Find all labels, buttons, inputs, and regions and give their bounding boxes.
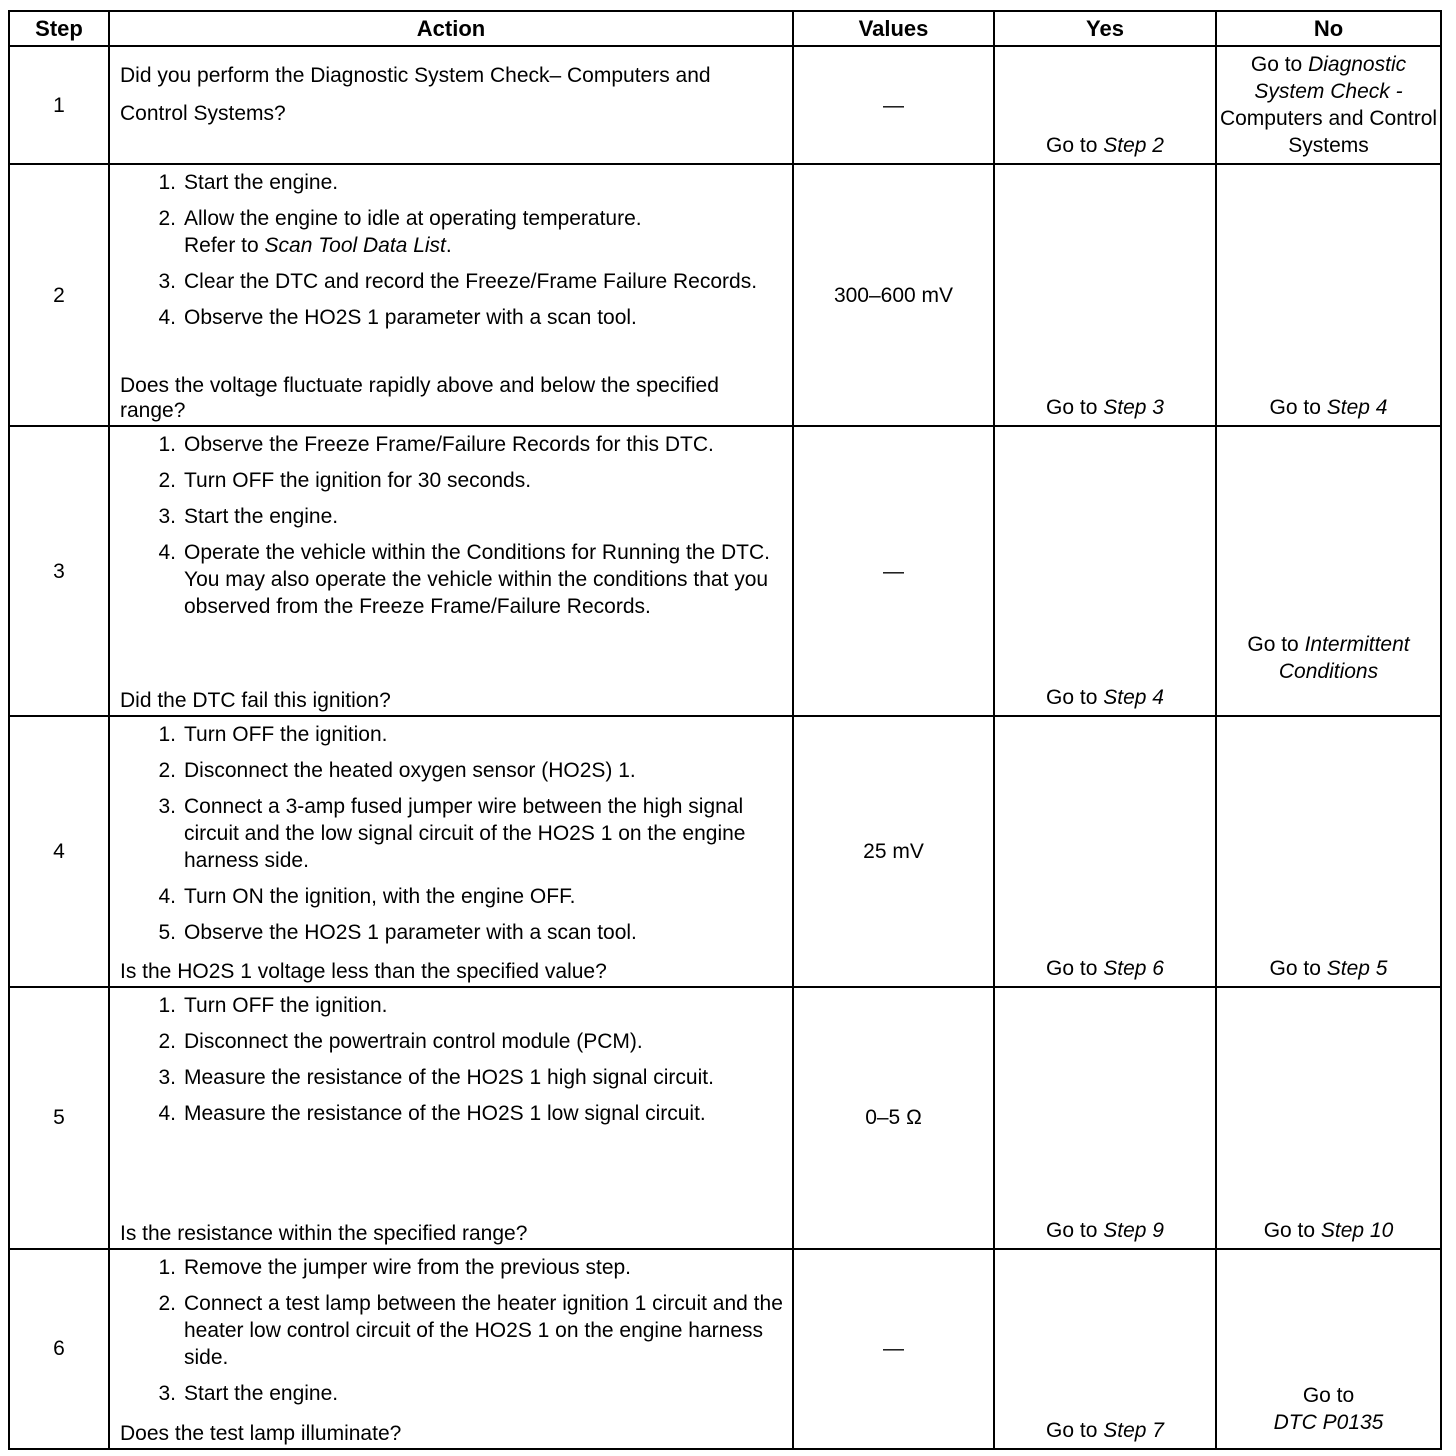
no-prefix: Go to <box>1269 956 1327 980</box>
header-yes: Yes <box>994 11 1216 46</box>
action-steps <box>120 1254 784 1416</box>
yes-prefix: Go to <box>1046 1419 1104 1442</box>
table-row <box>9 987 1441 1249</box>
value-cell: 25 mV <box>793 716 994 986</box>
list-item: 2. Connect a test lamp between the heater ignition 1 circuit and the heater low control circuit of the HO2S 1 on the engine harness side. <box>158 1291 783 1369</box>
list-item: 5. Observe the HO2S 1 parameter with a scan tool. <box>158 921 637 945</box>
list-item: 3. Measure the resistance of the HO2S 1 high signal circuit. <box>158 1065 714 1089</box>
yes-cell[interactable] <box>994 46 1216 164</box>
list-item: 1. Start the engine. <box>158 171 339 195</box>
no-link[interactable]: Step 10 <box>1320 1218 1394 1242</box>
table-row <box>9 46 1441 164</box>
action-steps <box>120 169 784 340</box>
question-text: Does the voltage fluctuate rapidly above and below the specified range? <box>120 374 719 423</box>
no-prefix: Go to <box>1302 1384 1355 1407</box>
action-cell <box>109 716 793 986</box>
yes-link[interactable]: Step 7 <box>1103 1419 1164 1442</box>
list-item: 3. Start the engine. <box>158 505 339 529</box>
action-steps <box>120 721 784 955</box>
no-link[interactable]: Step 4 <box>1326 396 1388 420</box>
question-text: Does the test lamp illuminate? <box>120 1422 402 1445</box>
no-cell[interactable] <box>1216 716 1441 986</box>
list-item: 4. Turn ON the ignition, with the engine OFF. <box>158 885 576 909</box>
action-cell <box>109 1249 793 1449</box>
header-values: Values <box>793 11 994 46</box>
table-row <box>9 164 1441 426</box>
yes-link[interactable]: Step 6 <box>1103 956 1164 980</box>
step-number: 5 <box>9 987 109 1249</box>
value-cell: 300–600 mV <box>793 164 994 426</box>
list-item: 4. Observe the HO2S 1 parameter with a scan tool. <box>158 306 637 330</box>
list-item: 3. Connect a 3-amp fused jumper wire between the high signal circuit and the low signal circuit of the HO2S 1 on the engine harness side. <box>158 795 746 873</box>
list-item: 1. Remove the jumper wire from the previous step. <box>158 1255 632 1279</box>
no-link[interactable]: Step 5 <box>1326 956 1388 980</box>
yes-prefix: Go to <box>1046 134 1104 158</box>
action-steps <box>120 431 784 629</box>
list-item: 4. Operate the vehicle within the Conditions for Running the DTC. You may also operate the vehicle within the conditions that you observed from the Freeze Frame/Failure Records. <box>158 541 770 619</box>
yes-cell[interactable] <box>994 164 1216 426</box>
no-cell[interactable] <box>1216 426 1441 716</box>
step-number: 6 <box>9 1249 109 1449</box>
question-text: Is the resistance within the specified range? <box>120 1221 528 1245</box>
action-steps <box>120 992 784 1136</box>
question-text: Did the DTC fail this ignition? <box>120 689 391 713</box>
action-cell <box>109 426 793 716</box>
header-no: No <box>1216 11 1441 46</box>
value-cell: — <box>793 1249 994 1449</box>
no-prefix: Go to <box>1247 633 1305 657</box>
yes-link[interactable]: Step 2 <box>1103 134 1164 158</box>
step-number: 1 <box>9 46 109 164</box>
diagnostic-table <box>8 10 1442 1450</box>
table-row <box>9 1249 1441 1449</box>
yes-link[interactable]: Step 9 <box>1103 1218 1164 1242</box>
value-cell: — <box>793 426 994 716</box>
list-item: 1. Observe the Freeze Frame/Failure Records for this DTC. <box>158 433 714 457</box>
list-item: 2. Turn OFF the ignition for 30 seconds. <box>158 469 532 493</box>
header-row <box>9 11 1441 46</box>
no-cell[interactable] <box>1216 987 1441 1249</box>
value-cell: 0–5 Ω <box>793 987 994 1249</box>
table-row <box>9 716 1441 986</box>
no-prefix: Go to <box>1250 53 1309 76</box>
scan-tool-data-list-link[interactable]: Scan Tool Data List <box>264 234 446 258</box>
no-cell[interactable] <box>1216 164 1441 426</box>
yes-prefix: Go to <box>1046 956 1104 980</box>
list-item: 3. Clear the DTC and record the Freeze/Frame Failure Records. <box>158 270 758 294</box>
no-link[interactable]: DTC P0135 <box>1273 1411 1384 1434</box>
list-item: 2. Disconnect the heated oxygen sensor (HO2S) 1. <box>158 759 636 783</box>
list-item: 3. Start the engine. <box>158 1381 339 1405</box>
step-number: 4 <box>9 716 109 986</box>
step-number: 3 <box>9 426 109 716</box>
yes-cell[interactable] <box>994 426 1216 716</box>
yes-cell[interactable] <box>994 987 1216 1249</box>
yes-cell[interactable] <box>994 1249 1216 1449</box>
action-cell <box>109 164 793 426</box>
list-item: 2. Allow the engine to idle at operating temperature. Refer to Scan Tool Data List. <box>158 207 642 258</box>
yes-prefix: Go to <box>1046 1218 1104 1242</box>
no-prefix: Go to <box>1269 396 1327 420</box>
header-action: Action <box>109 11 793 46</box>
list-item: 1. Turn OFF the ignition. <box>158 723 388 747</box>
yes-link[interactable]: Step 4 <box>1103 686 1164 710</box>
question-text: Is the HO2S 1 voltage less than the specified value? <box>120 959 607 983</box>
action-cell <box>109 987 793 1249</box>
list-item: 4. Measure the resistance of the HO2S 1 low signal circuit. <box>158 1101 706 1125</box>
no-cell[interactable] <box>1216 1249 1441 1449</box>
yes-cell[interactable] <box>994 716 1216 986</box>
no-suffix: Computers and Control Systems <box>1219 107 1438 157</box>
yes-prefix: Go to <box>1046 396 1104 420</box>
no-cell[interactable] <box>1216 46 1441 164</box>
header-step: Step <box>9 11 109 46</box>
action-cell <box>109 46 793 164</box>
step-number: 2 <box>9 164 109 426</box>
question-text: Did you perform the Diagnostic System Check– Computers and Control Systems? <box>120 64 711 125</box>
no-link[interactable]: Diagnostic System Check - <box>1254 53 1407 103</box>
list-item: 2. Disconnect the powertrain control module (PCM). <box>158 1029 643 1053</box>
no-prefix: Go to <box>1263 1218 1321 1242</box>
no-link[interactable]: Intermittent Conditions <box>1278 633 1410 684</box>
list-item: 1. Turn OFF the ignition. <box>158 993 388 1017</box>
table-row <box>9 426 1441 716</box>
yes-link[interactable]: Step 3 <box>1103 396 1164 420</box>
yes-prefix: Go to <box>1046 686 1104 710</box>
value-cell: — <box>793 46 994 164</box>
